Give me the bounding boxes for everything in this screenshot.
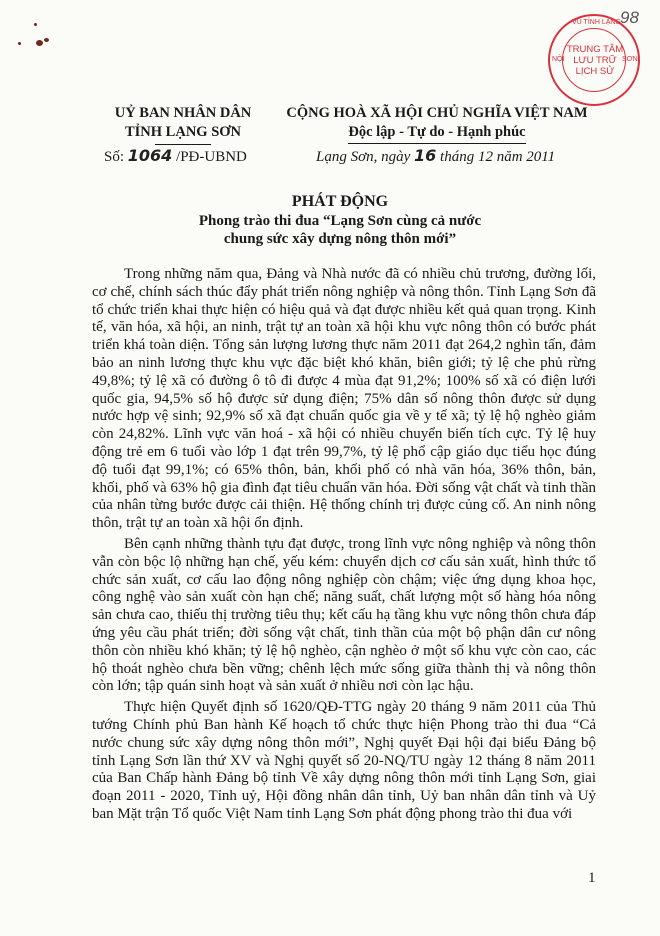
ink-blot xyxy=(44,38,49,42)
ink-blot xyxy=(18,42,21,45)
ink-blot xyxy=(36,40,43,46)
issuer-province: TỈNH LẠNG SƠN xyxy=(124,124,242,140)
date-suffix: tháng 12 năm 2011 xyxy=(440,149,556,165)
date-day-handwritten: 16 xyxy=(414,146,437,165)
page-number: 1 xyxy=(588,870,596,886)
document-number xyxy=(104,146,247,166)
document-body xyxy=(92,266,596,827)
national-header xyxy=(278,104,596,144)
doc-number-handwritten: 1064 xyxy=(127,146,173,165)
stamp-center-line: LƯU TRỮ xyxy=(573,55,617,66)
header-divider xyxy=(155,144,211,145)
stamp-center-line: LỊCH SỬ xyxy=(575,66,615,77)
date-prefix: Lạng Sơn, ngày xyxy=(316,149,411,165)
folio-number: 98 xyxy=(620,8,639,27)
document-title: PHÁT ĐỘNG xyxy=(291,193,389,210)
doc-number-prefix: Số: xyxy=(104,149,125,165)
stamp-ring-left: NỘI xyxy=(552,56,565,63)
issuer-name: UỶ BAN NHÂN DÂN xyxy=(114,105,252,121)
ink-blot xyxy=(34,23,37,26)
document-subtitle-line: chung sức xây dựng nông thôn mới” xyxy=(223,231,457,247)
body-paragraph: Trong những năm qua, Đảng và Nhà nước đã có nhiều chủ trương, đường lối, cơ chế, chính sách thúc đẩy phát triển nông nghiệp và nông thôn. Tỉnh Lạng Sơn đã tổ chức triển khai thực hiện có hiệu quả và đạt được nhiều kết quả quan trọng. Kinh tế, văn hóa, xã hội, an ninh, trật tự an toàn xã hội khu vực nông thôn có bước phát triển khá toàn diện. Tổng sản lượng lương thực năm 2011 đạt 264,2 nghìn tấn, đảm bảo an ninh lương thực khu vực đặc biệt khó khăn, biên giới; tỷ lệ che phủ rừng 49,8%; tỷ lệ xã có đường ô tô đi được 4 mùa đạt 91,2%; 100% số xã có điện lưới quốc gia, 94,5% số hộ được sử dụng điện; 75% dân số nông thôn được sử dụng nước hợp vệ sinh; 92,9% số xã đạt chuẩn quốc gia về y tế xã; tỷ lệ hộ nghèo giảm còn 24,82%. Lĩnh vực văn hoá - xã hội có nhiều chuyển biến tích cực. Tỷ lệ huy động trẻ em 6 tuổi vào lớp 1 đạt trên 99,7%, tỷ lệ phổ cập giáo dục tiểu học đúng độ tuổi đạt 99,1%; có 65% thôn, bản, khối phố có nhà văn hóa, 36% thôn, bản, khối, phố và 63% hộ gia đình đạt tiêu chuẩn văn hóa. Đời sống vật chất và tinh thần của nhân từng bước được cải thiện. Hệ thống chính trị được củng cố. An ninh nông thôn, trật tự an toàn xã hội ổn định. xyxy=(92,266,596,532)
date-line xyxy=(316,146,555,166)
stamp-ring-top: VŨ TỈNH LẠNG xyxy=(572,19,621,26)
body-paragraph: Bên cạnh những thành tựu đạt được, trong lĩnh vực nông nghiệp và nông thôn vẫn còn bộc lộ những hạn chế, yếu kém: chuyển dịch cơ cấu sản xuất, hình thức tổ chức sản xuất, cơ cấu lao động nông nghiệp còn chậm; việc ứng dụng khoa học, công nghệ vào sản xuất còn hạn chế; năng suất, chất lượng một số hàng hóa nông sản chưa cao, thiếu thị trường tiêu thụ; kết cấu hạ tầng khu vực nông thôn chưa đáp ứng yêu cầu phát triển; đời sống vật chất, tinh thần của một bộ phận dân cư nông thôn còn nhiều khó khăn; tỷ lệ hộ nghèo, cận nghèo ở một số khu vực còn cao, các hộ thoát nghèo chưa bền vững; chênh lệch mức sống giữa thành thị và nông thôn còn lớn; tập quán sinh hoạt và sản xuất ở nhiều nơi còn lạc hậu. xyxy=(92,535,596,695)
stamp-center-line: TRUNG TÂM xyxy=(566,44,624,55)
issuer-header xyxy=(96,104,270,145)
doc-number-suffix: /PĐ-UBND xyxy=(176,149,247,165)
national-motto: Độc lập - Tự do - Hạnh phúc xyxy=(348,123,525,144)
country-name: CỘNG HOÀ XÃ HỘI CHỦ NGHĨA VIỆT NAM xyxy=(286,105,588,121)
stamp-ring-right: SƠN xyxy=(622,56,638,63)
body-paragraph: Thực hiện Quyết định số 1620/QĐ-TTG ngày 20 tháng 9 năm 2011 của Thủ tướng Chính phủ Ban hành Kế hoạch tổ chức thực hiện Phong trào thi đua “Cả nước chung sức xây dựng nông thôn mới”, Nghị quyết Đại hội đại biểu Đảng bộ tỉnh Lạng Sơn lần thứ XV và Nghị quyết số 20-NQ/TU ngày 12 tháng 8 năm 2011 của Ban Chấp hành Đảng bộ tỉnh Về xây dựng nông thôn mới tỉnh Lạng Sơn, giai đoạn 2011 - 2020, Tỉnh uỷ, Hội đồng nhân dân tỉnh, Uỷ ban nhân dân tỉnh và Uỷ ban Mặt trận Tổ quốc Việt Nam tỉnh Lạng Sơn phát động phong trào thi đua với xyxy=(92,699,596,822)
stamp-center xyxy=(566,44,624,77)
document-subtitle-line: Phong trào thi đua “Lạng Sơn cùng cả nước xyxy=(198,213,482,229)
title-block xyxy=(80,192,600,248)
